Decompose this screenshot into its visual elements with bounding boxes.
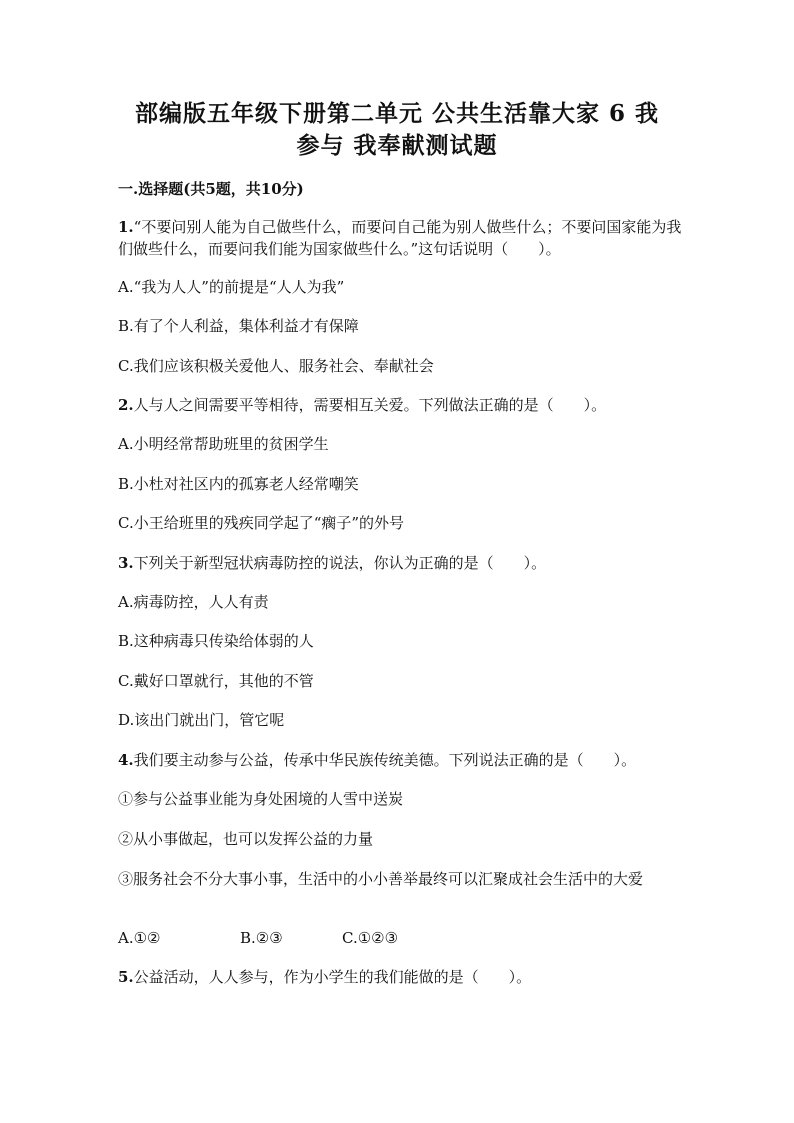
- question-number: 5.: [118, 968, 134, 986]
- question-1: [118, 216, 688, 260]
- q3-option-a: A.病毒防控，人人有责: [118, 593, 269, 611]
- question-number: 1.: [118, 218, 134, 236]
- q4-options: [118, 927, 688, 949]
- q3-option-b: B.这种病毒只传染给体弱的人: [118, 632, 314, 650]
- question-text: 公益活动，人人参与，作为小学生的我们能做的是（ ）。: [133, 968, 532, 986]
- q4-statement-1: ①参与公益事业能为身处困境的人雪中送炭: [118, 790, 404, 808]
- q1-option-a: A.“我为人人”的前提是“人人为我”: [118, 278, 345, 296]
- question-5: [118, 966, 688, 988]
- question-3: [118, 552, 688, 574]
- q4-option-c: C.①②③: [342, 929, 399, 947]
- question-text: 下列关于新型冠状病毒防控的说法，你认为正确的是（ ）。: [133, 554, 547, 572]
- question-number: 3.: [118, 554, 134, 572]
- question-text: 我们要主动参与公益，传承中华民族传统美德。下列说法正确的是（ ）。: [133, 751, 637, 769]
- question-number: 2.: [118, 396, 134, 414]
- q3-option-c: C.戴好口罩就行，其他的不管: [118, 672, 314, 690]
- q4-option-b: B.②③: [240, 929, 283, 947]
- question-text: 人与人之间需要平等相待，需要相互关爱。下列做法正确的是（ ）。: [133, 396, 607, 414]
- q1-option-b: B.有了个人利益，集体利益才有保障: [118, 317, 359, 335]
- section-heading: 一.选择题(共5题，共10分): [118, 180, 304, 198]
- question-text: “不要问别人能为自己做些什么，而要问自己能为别人做些什么；不要问国家能为我们做些什么，而要问我们能为国家做些什么。”这句话说明（ ）。: [118, 218, 682, 258]
- q2-option-b: B.小杜对社区内的孤寡老人经常嘲笑: [118, 475, 359, 493]
- q2-option-a: A.小明经常帮助班里的贫困学生: [118, 435, 329, 453]
- question-number: 4.: [118, 751, 134, 769]
- document-title-line1: 部编版五年级下册第二单元 公共生活靠大家 6 我: [134, 100, 660, 127]
- q4-statement-2: ②从小事做起，也可以发挥公益的力量: [118, 830, 374, 848]
- document-title-line2: 参与 我奉献测试题: [296, 132, 498, 159]
- q4-option-a: A.①②: [118, 929, 161, 947]
- q1-option-c: C.我们应该积极关爱他人、服务社会、奉献社会: [118, 357, 434, 375]
- question-4: [118, 749, 688, 771]
- q3-option-d: D.该出门就出门，管它呢: [118, 711, 285, 729]
- question-2: [118, 394, 688, 416]
- q4-statement-3: ③服务社会不分大事小事，生活中的小小善举最终可以汇聚成社会生活中的大爱: [118, 870, 644, 888]
- q2-option-c: C.小王给班里的残疾同学起了“瘸子”的外号: [118, 514, 405, 532]
